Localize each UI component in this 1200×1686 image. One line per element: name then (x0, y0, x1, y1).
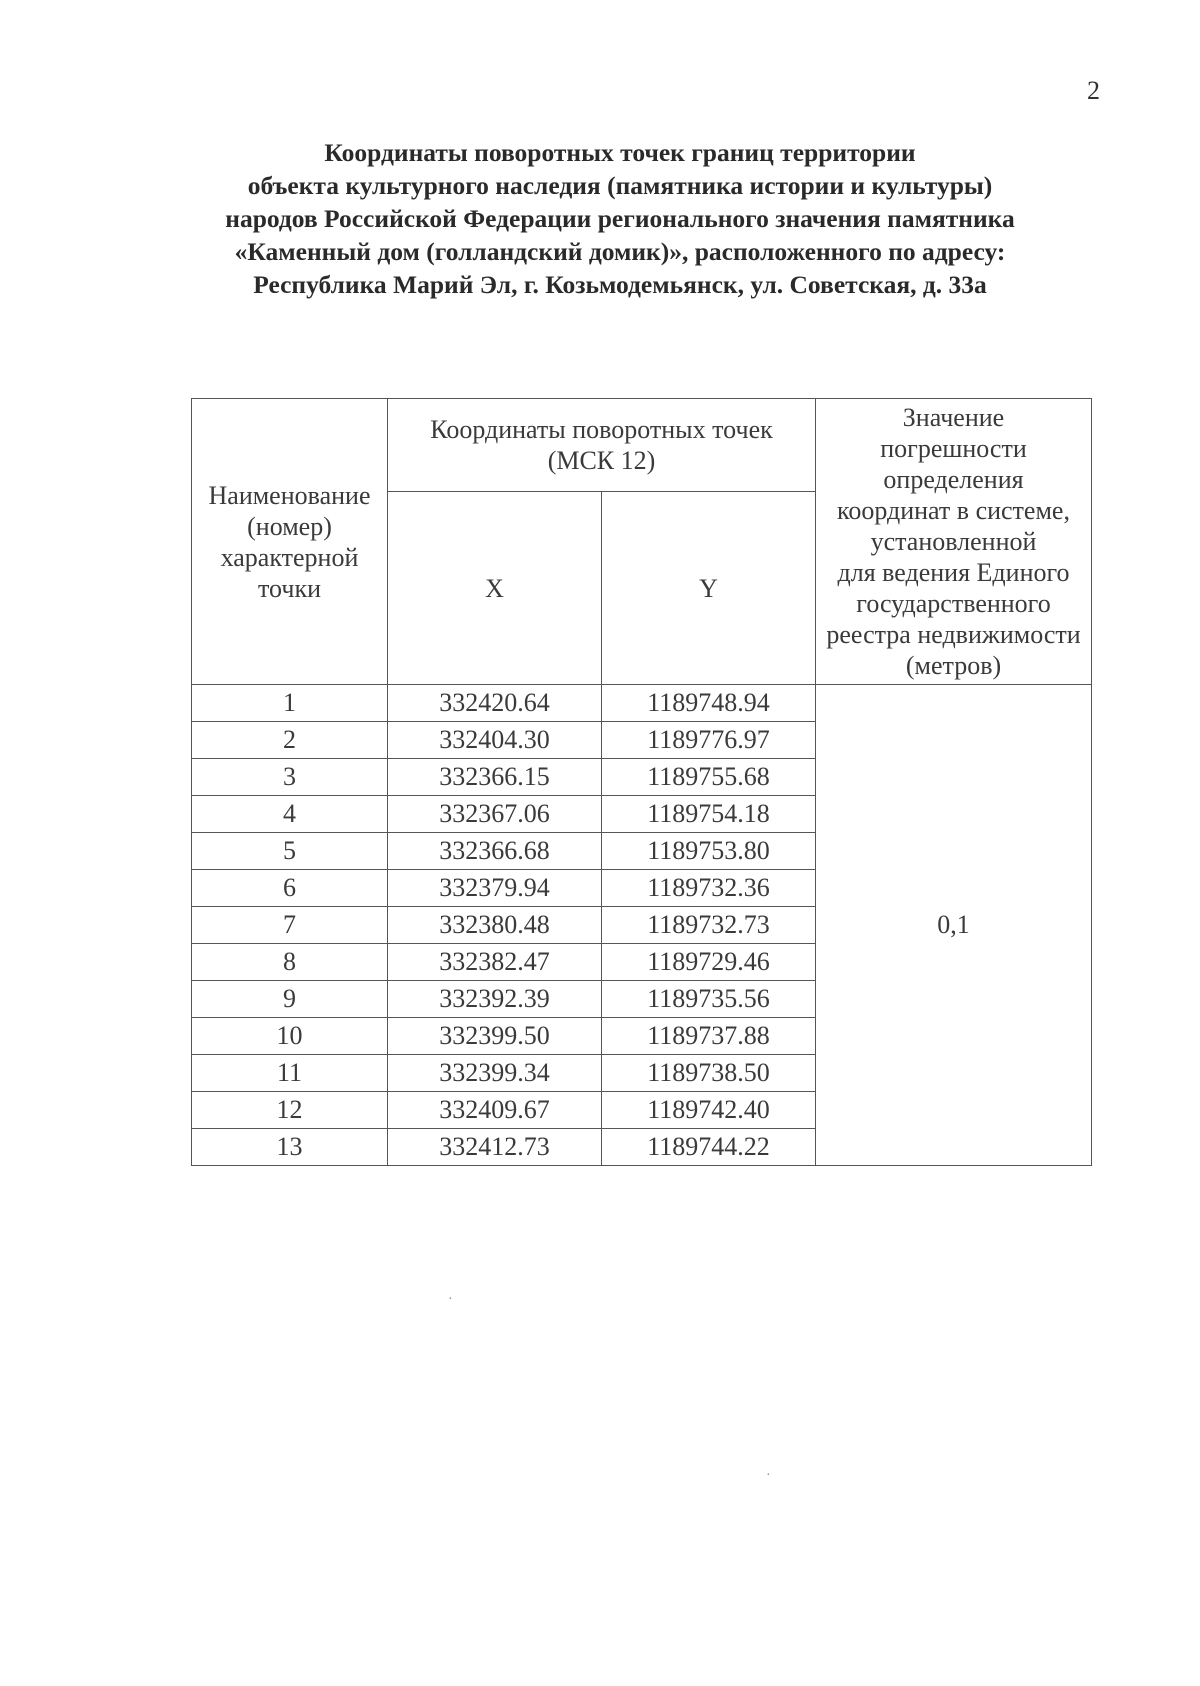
header-line: координат в системе, (837, 496, 1070, 525)
document-title (150, 136, 1090, 301)
header-line: (метров) (905, 651, 1002, 680)
header-line: для ведения Единого (837, 558, 1070, 587)
x-coordinate-cell: 332367.06 (388, 796, 602, 833)
x-coordinate-cell: 332404.30 (388, 722, 602, 759)
y-coordinate-cell: 1189755.68 (602, 759, 816, 796)
title-line: Республика Марий Эл, г. Козьмодемьянск, ул. Советская, д. 33а (253, 270, 987, 299)
page-number: 2 (1087, 76, 1100, 105)
header-line: Координаты поворотных точек (430, 415, 773, 444)
point-number-cell: 6 (192, 870, 388, 907)
error-header (816, 399, 1092, 685)
x-coordinate-cell: 332382.47 (388, 944, 602, 981)
x-coordinate-cell: 332409.67 (388, 1092, 602, 1129)
scan-speck: · (766, 1468, 771, 1483)
point-number-cell: 3 (192, 759, 388, 796)
x-coordinate-cell: 332392.39 (388, 981, 602, 1018)
point-number-cell: 13 (192, 1129, 388, 1166)
point-number-cell: 7 (192, 907, 388, 944)
point-number-cell: 12 (192, 1092, 388, 1129)
point-number-cell: 8 (192, 944, 388, 981)
error-value-cell: 0,1 (816, 685, 1092, 1166)
y-coordinate-cell: 1189742.40 (602, 1092, 816, 1129)
point-number-cell: 10 (192, 1018, 388, 1055)
table-header-row (192, 399, 1092, 492)
x-coordinate-cell: 332379.94 (388, 870, 602, 907)
header-line: (МСК 12) (547, 446, 656, 475)
header-line: реестра недвижимости (826, 620, 1081, 649)
header-line: (номер) (247, 511, 332, 541)
scan-speck: · (448, 1292, 453, 1307)
header-line: Значение (902, 403, 1005, 432)
y-coordinate-cell: 1189732.73 (602, 907, 816, 944)
header-line: установленной (870, 527, 1037, 556)
header-line: определения (883, 465, 1024, 494)
x-coordinate-cell: 332399.34 (388, 1055, 602, 1092)
x-coordinate-cell: 332420.64 (388, 685, 602, 722)
y-coordinate-cell: 1189753.80 (602, 833, 816, 870)
title-line: объекта культурного наследия (памятника истории и культуры) (247, 171, 993, 200)
title-line: народов Российской Федерации регионального значения памятника (225, 204, 1015, 233)
y-coordinate-cell: 1189744.22 (602, 1129, 816, 1166)
point-number-cell: 5 (192, 833, 388, 870)
point-number-cell: 11 (192, 1055, 388, 1092)
coordinates-table (191, 398, 1092, 1166)
header-line: погрешности (880, 434, 1027, 463)
point-name-header (192, 399, 388, 685)
y-coordinate-cell: 1189754.18 (602, 796, 816, 833)
point-number-cell: 4 (192, 796, 388, 833)
coords-header (388, 399, 816, 492)
point-number-cell: 1 (192, 685, 388, 722)
y-coordinate-cell: 1189748.94 (602, 685, 816, 722)
x-coordinate-cell: 332366.68 (388, 833, 602, 870)
y-coordinate-cell: 1189735.56 (602, 981, 816, 1018)
y-coordinate-cell: 1189737.88 (602, 1018, 816, 1055)
x-header: X (388, 492, 602, 685)
title-line: Координаты поворотных точек границ территории (324, 138, 916, 167)
point-number-cell: 2 (192, 722, 388, 759)
header-line: государственного (856, 589, 1051, 618)
x-coordinate-cell: 332412.73 (388, 1129, 602, 1166)
header-line: характерной (220, 542, 359, 572)
header-line: Наименование (208, 480, 371, 510)
y-coordinate-cell: 1189738.50 (602, 1055, 816, 1092)
x-coordinate-cell: 332399.50 (388, 1018, 602, 1055)
x-coordinate-cell: 332380.48 (388, 907, 602, 944)
x-coordinate-cell: 332366.15 (388, 759, 602, 796)
point-number-cell: 9 (192, 981, 388, 1018)
y-coordinate-cell: 1189729.46 (602, 944, 816, 981)
table-row (192, 685, 1092, 722)
title-line: «Каменный дом (голландский домик)», расположенного по адресу: (234, 237, 1006, 266)
header-line: точки (258, 573, 321, 603)
y-coordinate-cell: 1189776.97 (602, 722, 816, 759)
y-header: Y (602, 492, 816, 685)
y-coordinate-cell: 1189732.36 (602, 870, 816, 907)
